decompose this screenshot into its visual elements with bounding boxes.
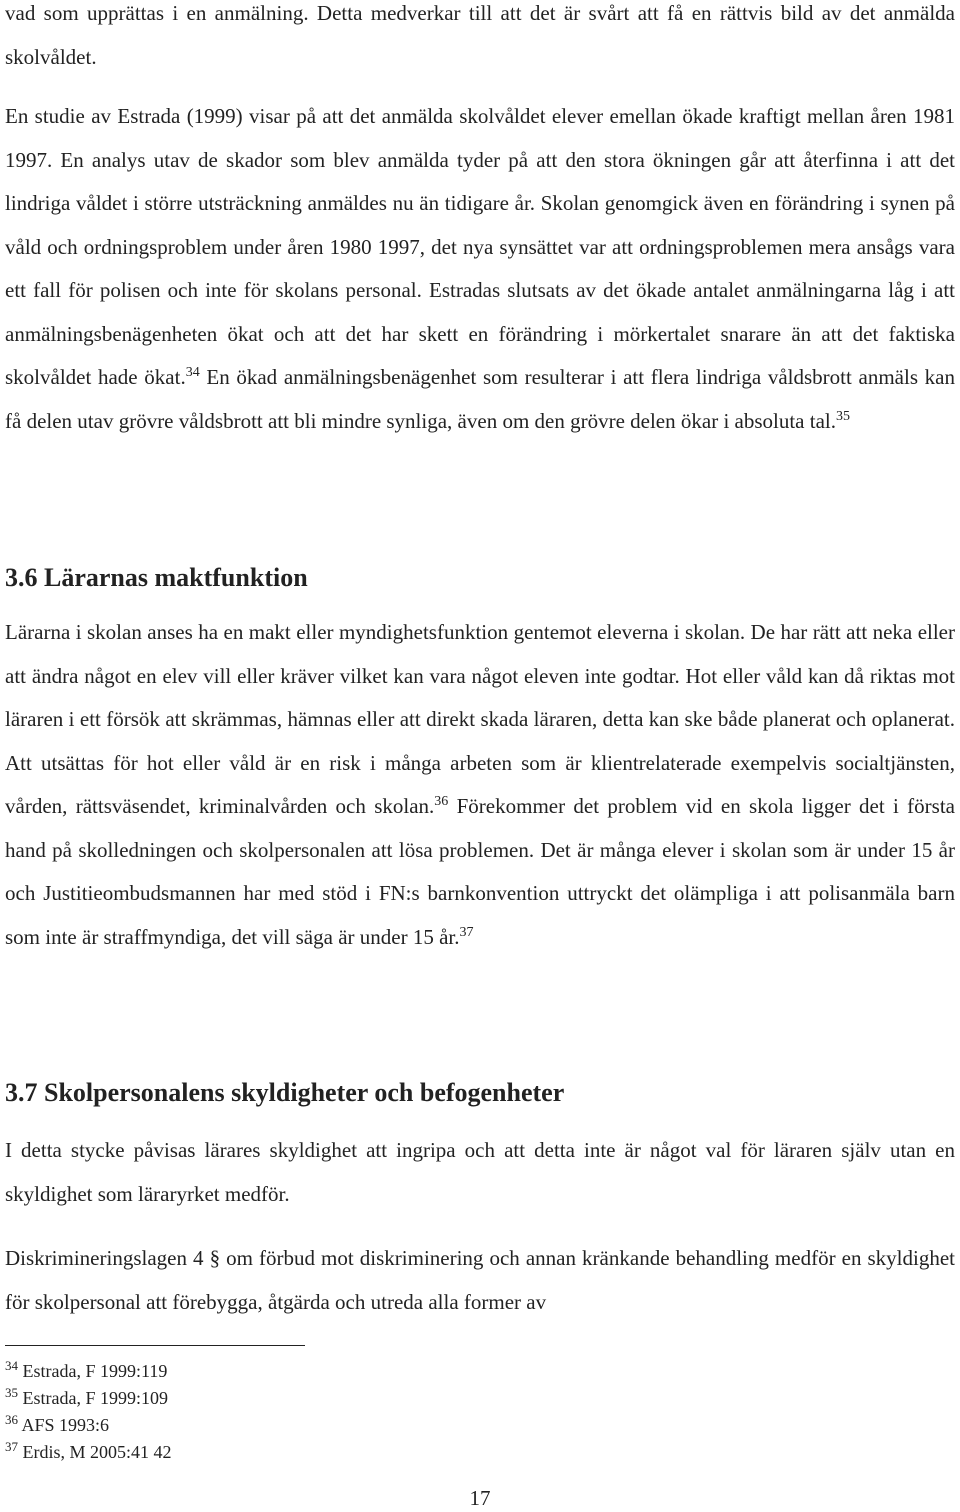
paragraph-text: vad som upprättas i en anmälning. Detta medverkar till att det är svårt att få en rättvis bild av det anmälda skolvåldet. — [5, 1, 955, 69]
section-heading-3-6: 3.6 Lärarnas maktfunktion — [5, 563, 308, 592]
paragraph-discrimination-act — [5, 1236, 955, 1324]
document-page — [5, 0, 955, 1509]
footnote-item — [5, 1439, 605, 1466]
paragraph-text: I detta stycke påvisas lärares skyldighet att ingripa och att detta inte är något val för läraren själv utan en skyldighet som läraryrket medför. — [5, 1138, 955, 1206]
footnote-text: AFS 1993:6 — [21, 1415, 110, 1435]
paragraph-estrada-study — [5, 95, 955, 443]
footnote-number: 36 — [5, 1412, 18, 1427]
page-number: 17 — [469, 1486, 491, 1510]
paragraph-text: Förekommer det problem vid en skola ligger det i första hand på skolledningen och skolpersonalen att lösa problemen. Det är många elever i skolan som är under 15 år och Justitieombudsmannen har med stöd i FN:s barnkonvention uttryckt det olämpliga i att polisanmäla barn som inte är straffmyndiga, det vill säga är under 15 år. — [5, 794, 955, 949]
footnotes — [5, 1358, 605, 1466]
footnote-reference: 37 — [459, 924, 474, 940]
footnote-text: Erdis, M 2005:41 42 — [22, 1442, 172, 1462]
footnote-reference: 34 — [185, 365, 200, 380]
footnote-reference: 36 — [434, 794, 449, 809]
footnote-item — [5, 1358, 605, 1385]
footnote-item — [5, 1412, 605, 1439]
paragraph-text: Diskrimineringslagen 4 § om förbud mot diskriminering och annan kränkande behandling medför en skyldighet för skolpersonal att förebygga, åtgärda och utreda alla former av — [5, 1246, 955, 1314]
section-heading-3-7: 3.7 Skolpersonalens skyldigheter och befogenheter — [5, 1078, 565, 1107]
footnote-number: 35 — [5, 1385, 18, 1400]
footnote-text: Estrada, F 1999:109 — [22, 1388, 168, 1408]
paragraph-staff-obligation — [5, 1128, 955, 1216]
footnote-text: Estrada, F 1999:119 — [22, 1361, 168, 1381]
footnote-item — [5, 1385, 605, 1412]
footnote-number: 37 — [5, 1439, 18, 1454]
paragraph-text: En studie av Estrada (1999) visar på att det anmälda skolvåldet elever emellan ökade kraftigt mellan åren 1981 1997. En analys utav de skador som blev anmälda tyder på att den stora ökningen går att återfinna i att det lindriga våldet i större utsträckning anmäldes nu än tidigare år. Skolan genomgick även en förändring i synen på våld och ordningsproblem under åren 1980 1997, det nya synsättet var att ordningsproblemen mera ansågs vara ett fall för polisen och inte för skolans personal. Estradas slutsats av det ökade antalet anmälningarna låg i att anmälningsbenägenheten ökat och att det har skett en förändring i mörkertalet snarare än att det faktiska skolvåldet hade ökat. — [5, 104, 955, 389]
footnote-number: 34 — [5, 1358, 18, 1373]
footnote-divider — [5, 1345, 305, 1346]
paragraph-intro-continuation — [5, 0, 955, 79]
paragraph-text: Lärarna i skolan anses ha en makt eller myndighetsfunktion gentemot eleverna i skolan. De har rätt att neka eller att ändra något en elev vill eller kräver vilket kan vara något eleven inte godtar. Hot eller våld kan då riktas mot läraren i ett försök att skrämmas, hämnas eller att direkt skada läraren, detta kan ske både planerat och oplanerat. Att utsättas för hot eller våld är en risk i många arbeten som är klientrelaterade exempelvis socialtjänsten, vården, rättsväsendet, kriminalvården och skolan. — [5, 620, 955, 818]
paragraph-teacher-authority — [5, 611, 955, 959]
paragraph-text: En ökad anmälningsbenägenhet som resulterar i att flera lindriga våldsbrott anmäls kan få delen utav grövre våldsbrott att bli mindre synliga, även om den grövre delen ökar i absoluta tal. — [5, 365, 955, 433]
footnote-reference: 35 — [836, 408, 850, 424]
